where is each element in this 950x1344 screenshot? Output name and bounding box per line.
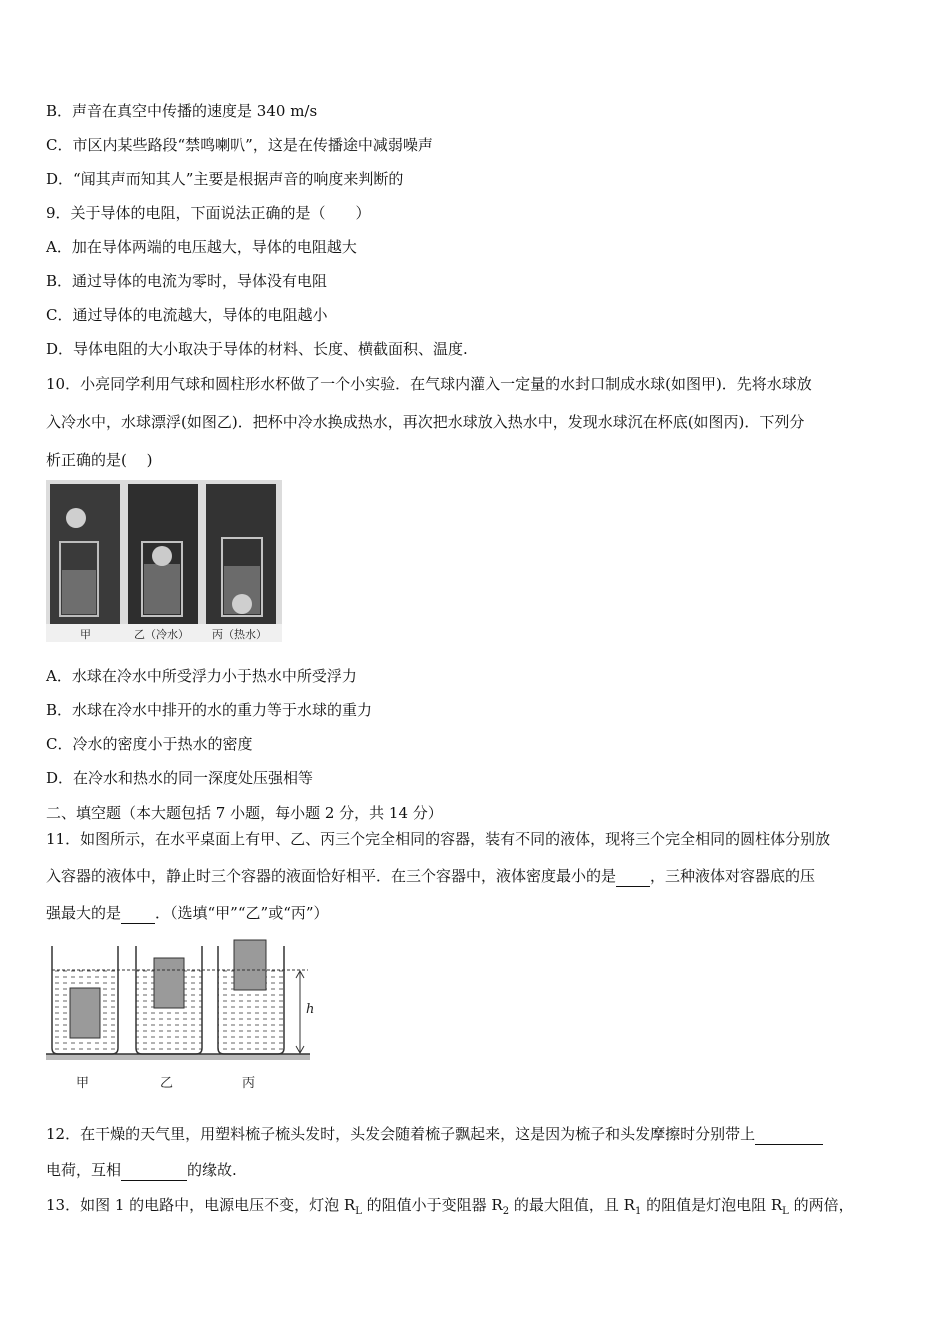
q12-line2 [46, 1160, 237, 1181]
q12-blank-2[interactable] [121, 1160, 187, 1181]
q12-line1 [46, 1124, 823, 1145]
q13-line1 [46, 1195, 854, 1222]
q12-line1-text: 12．在干燥的天气里，用塑料梳子梳头发时，头发会随着梳子飘起来，这是因为梳子和头发摩擦时分别带上 [46, 1125, 756, 1143]
q8-option-c: C．市区内某些路段“禁鸣喇叭”，这是在传播途中减弱噪声 [46, 136, 433, 154]
q11-line2-text-b: ，三种液体对容器底的压 [650, 867, 816, 885]
container-bing-label: 丙 [242, 1076, 256, 1091]
caption-bing-hot: 丙（热水） [212, 628, 267, 641]
q10-option-b: B．水球在冷水中排开的水的重力等于水球的重力 [46, 701, 373, 719]
section2-heading: 二、填空题（本大题包括 7 小题，每小题 2 分，共 14 分） [46, 804, 443, 822]
q11-diagram-svg [46, 938, 316, 1094]
q11-line1: 11．如图所示，在水平桌面上有甲、乙、丙三个完全相同的容器，装有不同的液体，现将三个完全相同的圆柱体分别放 [46, 830, 831, 848]
q8-option-b: B．声音在真空中传播的速度是 340 m/s [46, 102, 318, 120]
q10-option-c: C．冷水的密度小于热水的密度 [46, 735, 253, 753]
q10-stem-line2: 入冷水中，水球漂浮(如图乙)．把杯中冷水换成热水，再次把水球放入热水中，发现水球沉在杯底(如图丙)．下列分 [46, 413, 805, 431]
q9-stem: 9．关于导体的电阻，下面说法正确的是（ ） [46, 204, 371, 222]
q13-text-2: 的阻值小于变阻器 R [361, 1196, 503, 1214]
q12-line2-text-a: 电荷，互相 [46, 1161, 122, 1179]
q11-line2 [46, 866, 815, 887]
q13-text-5: 的两倍， [788, 1196, 854, 1214]
q11-line2-text-a: 入容器的液体中，静止时三个容器的液面恰好相平．在三个容器中，液体密度最小的是 [46, 867, 617, 885]
q9-option-c: C．通过导体的电流越大，导体的电阻越小 [46, 306, 328, 324]
q9-option-d: D．导体电阻的大小取决于导体的材料、长度、横截面积、温度. [46, 340, 468, 358]
q12-blank-1[interactable] [755, 1124, 823, 1145]
q13-text-1: 13．如图 1 的电路中，电源电压不变，灯泡 R [46, 1196, 356, 1214]
q9-option-a: A．加在导体两端的电压越大，导体的电阻越大 [46, 238, 357, 256]
q13-sub-1: L [355, 1206, 362, 1217]
caption-yi-cold: 乙（冷水） [134, 628, 189, 641]
caption-jia: 甲 [80, 628, 91, 641]
q13-sub-2: 2 [502, 1206, 510, 1217]
q10-stem-line1: 10．小亮同学利用气球和圆柱形水杯做了一个小实验．在气球内灌入一定量的水封口制成水球(如图甲)．先将水球放 [46, 375, 812, 393]
container-yi-label: 乙 [160, 1076, 174, 1091]
q8-option-d: D．“闻其声而知其人”主要是根据声音的响度来判断的 [46, 170, 404, 188]
h-label: h [306, 1002, 315, 1017]
q10-stem-line3: 析正确的是( ) [46, 451, 153, 469]
q10-option-d: D．在冷水和热水的同一深度处压强相等 [46, 769, 314, 787]
q9-option-b: B．通过导体的电流为零时，导体没有电阻 [46, 272, 328, 290]
q11-line3 [46, 903, 329, 924]
q11-container-diagram [46, 938, 316, 1094]
q10-photo-illustration [46, 480, 282, 642]
container-jia-label: 甲 [76, 1076, 90, 1091]
q13-sub-4: L [782, 1206, 789, 1217]
q11-line3-text-a: 强最大的是 [46, 904, 122, 922]
q11-line3-text-b: ．（选填“甲”“乙”或“丙”） [155, 904, 329, 922]
q11-blank-2[interactable] [121, 903, 155, 924]
q12-line2-text-b: 的缘故. [187, 1161, 237, 1179]
q10-photo-figure [46, 480, 282, 642]
q11-blank-1[interactable] [616, 866, 650, 887]
q13-text-4: 的阻值是灯泡电阻 R [641, 1196, 783, 1214]
q13-sub-3: 1 [634, 1206, 642, 1217]
q10-option-a: A．水球在冷水中所受浮力小于热水中所受浮力 [46, 667, 357, 685]
q13-text-3: 的最大阻值，且 R [509, 1196, 635, 1214]
